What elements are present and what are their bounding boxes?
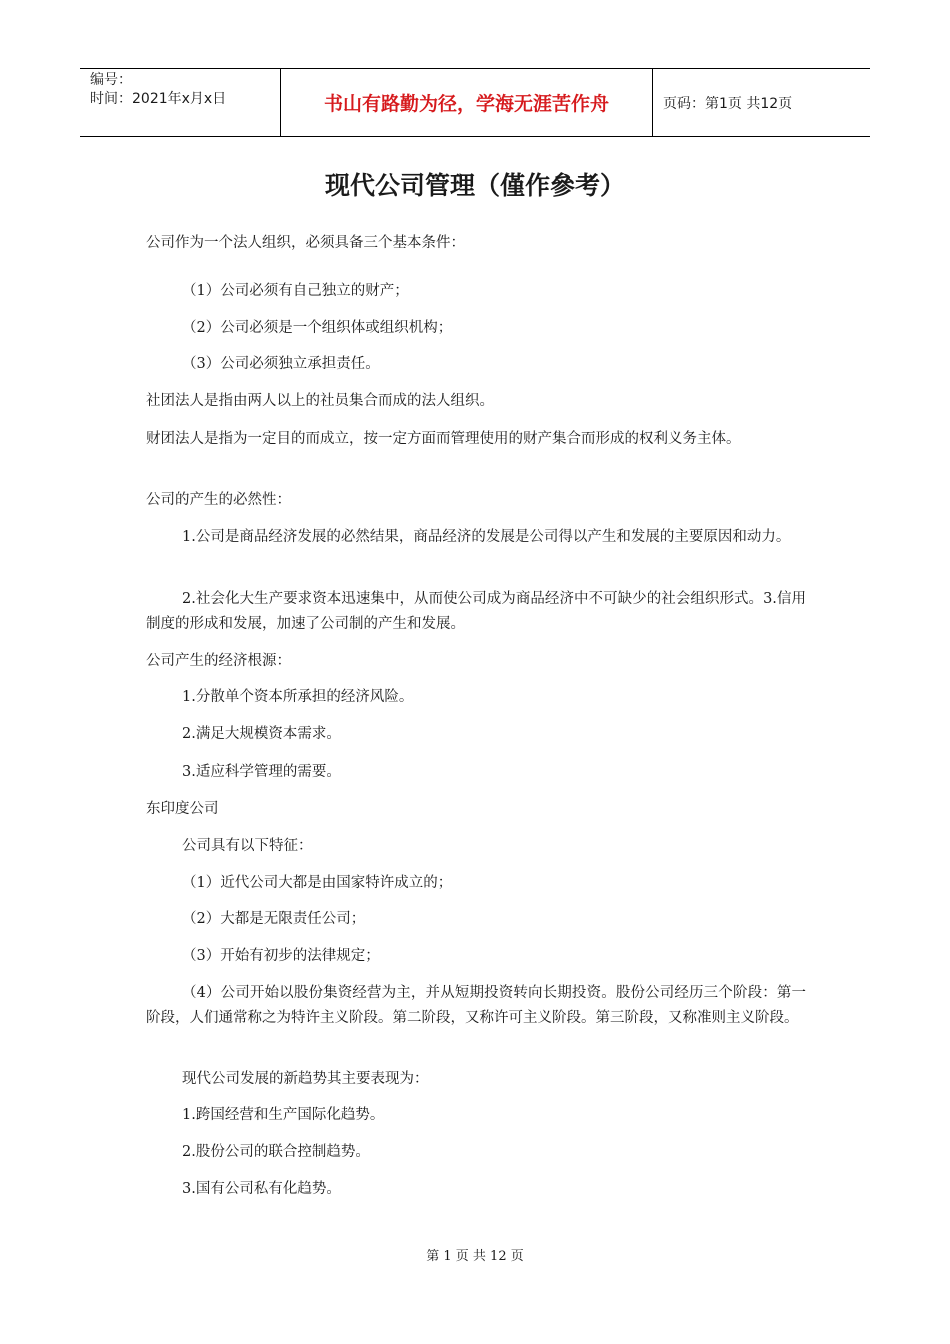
list-item: （1）近代公司大都是由国家特许成立的； [182, 875, 453, 891]
list-item: （2）大都是无限责任公司； [182, 911, 366, 927]
paragraph: 社团法人是指由两人以上的社员集合而成的法人组织。 [146, 393, 494, 409]
list-item: （2）公司必须是一个组织体或组织机构； [182, 320, 453, 336]
list-item: 1.分散单个资本所承担的经济风险。 [182, 689, 414, 705]
header-page-info: 页码：第1页 共12页 [663, 95, 793, 112]
list-item: 1.跨国经营和生产国际化趋势。 [182, 1107, 385, 1123]
header-meta-cell [80, 69, 281, 136]
list-item: （3）公司必须独立承担责任。 [182, 356, 380, 372]
paragraph: 1.公司是商品经济发展的必然结果，商品经济的发展是公司得以产生和发展的主要原因和动力。 [182, 529, 791, 545]
list-item: （4）公司开始以股份集资经营为主，并从短期投资转向长期投资。股份公司经历三个阶段：第一阶段，人们通常称之为特许主义阶段。第二阶段，又称许可主义阶段。第三阶段，又称准则主义阶段。 [146, 985, 806, 1026]
list-item: 2.满足大规模资本需求。 [182, 726, 341, 742]
document-number-label: 编号： [90, 72, 132, 88]
document-header-table [80, 68, 870, 137]
list-item: 3.适应科学管理的需要。 [182, 764, 341, 780]
document-title: 现代公司管理（僅作參考） [324, 171, 625, 200]
list-item: （3）开始有初步的法律规定； [182, 948, 380, 964]
paragraph: 现代公司发展的新趋势其主要表现为： [182, 1071, 429, 1087]
list-item: 3.国有公司私有化趋势。 [182, 1181, 341, 1197]
document-time-label: 时间：2021年x月x日 [90, 91, 227, 107]
paragraph: 财团法人是指为一定目的而成立，按一定方面而管理使用的财产集合而形成的权利义务主体。 [146, 431, 741, 447]
paragraph: 公司产生的经济根源： [146, 653, 291, 669]
paragraph: 公司具有以下特征： [182, 838, 313, 854]
paragraph: 东印度公司 [146, 801, 219, 817]
paragraph: 公司作为一个法人组织，必须具备三个基本条件： [146, 235, 465, 251]
list-item: 2.股份公司的联合控制趋势。 [182, 1144, 370, 1160]
header-motto: 书山有路勤为径，学海无涯苦作舟 [281, 69, 653, 136]
paragraph: 2.社会化大生产要求资本迅速集中，从而使公司成为商品经济中不可缺少的社会组织形式。3.信用制度的形成和发展，加速了公司制的产生和发展。 [146, 591, 806, 632]
paragraph: 公司的产生的必然性： [146, 492, 291, 508]
page-footer: 第 1 页 共 12 页 [426, 1249, 524, 1264]
list-item: （1）公司必须有自己独立的财产； [182, 283, 409, 299]
